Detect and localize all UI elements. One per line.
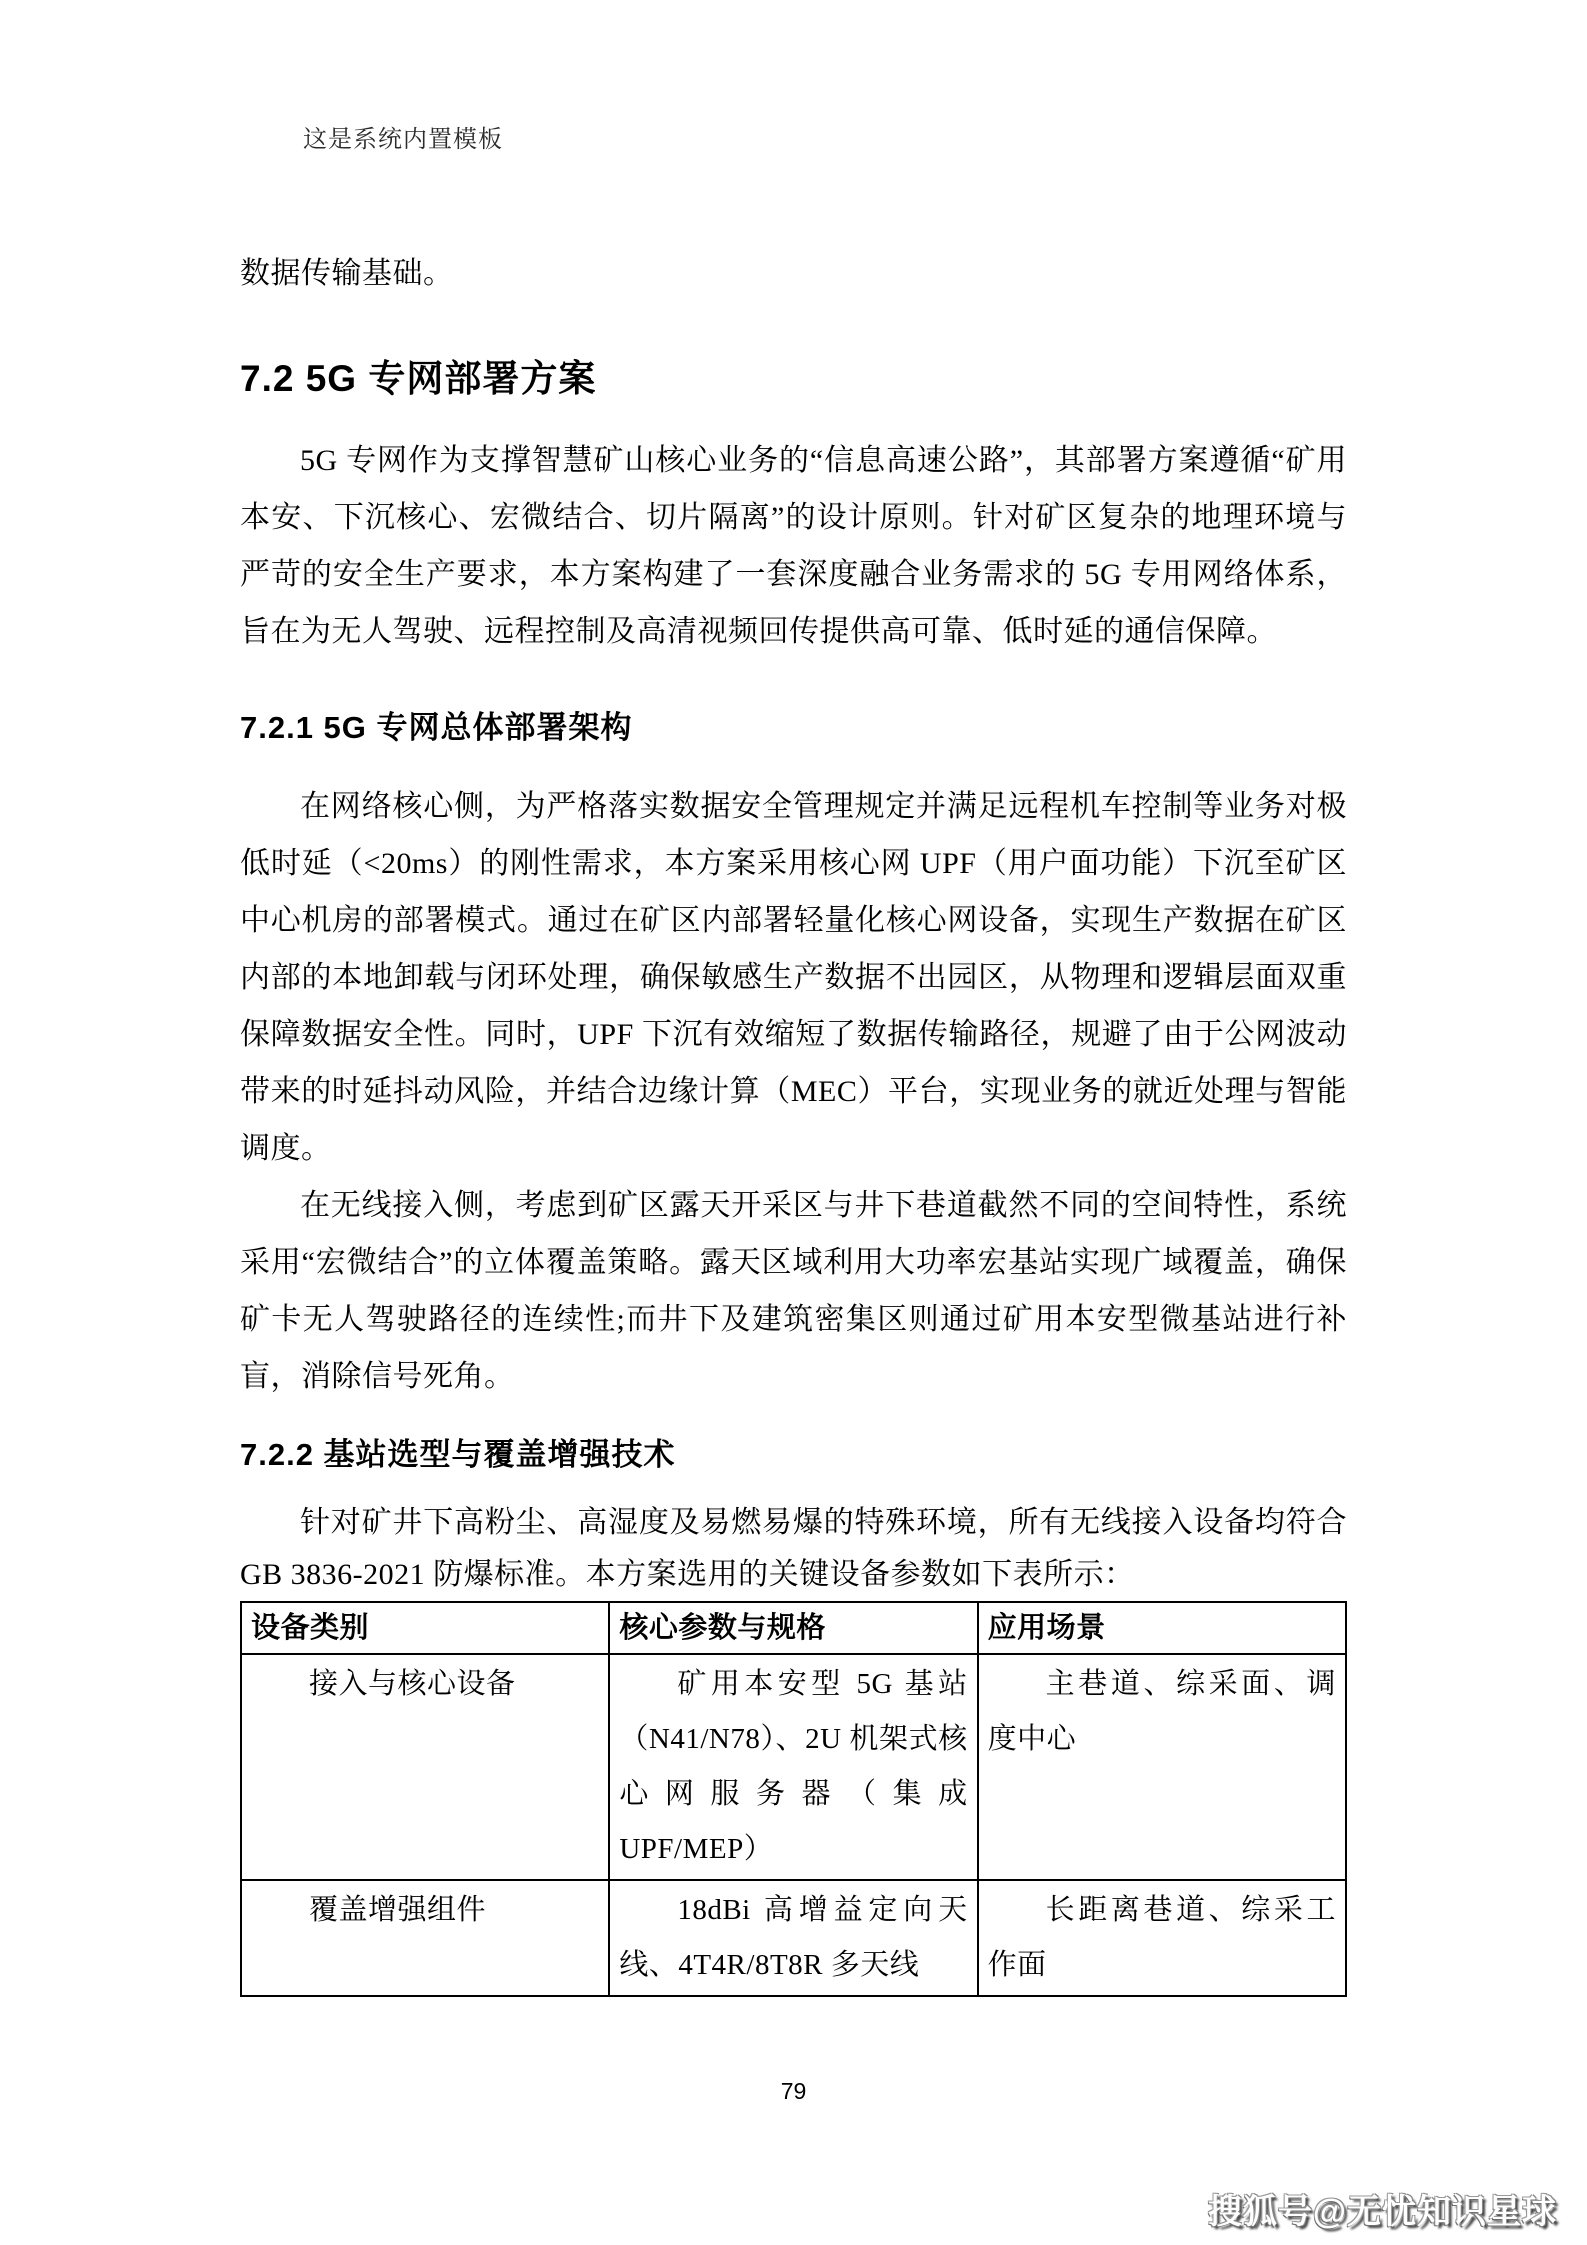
table-cell-category: 覆盖增强组件	[241, 1880, 609, 1996]
watermark-text: 搜狐号@无忧知识星球	[1207, 2193, 1557, 2231]
table-cell-scenario: 长距离巷道、综采工作面	[978, 1880, 1346, 1996]
section-7-2-1-paragraph-2: 在无线接入侧，考虑到矿区露天开采区与井下巷道截然不同的空间特性，系统采用“宏微结合”的立体覆盖策略。露天区域利用大功率宏基站实现广域覆盖，确保矿卡无人驾驶路径的连续性;而井下及建筑密集区则通过矿用本安型微基站进行补盲，消除信号死角。	[240, 1189, 1347, 1393]
table-header-core-parameters: 核心参数与规格	[609, 1602, 977, 1654]
section-title-7-2: 7.2 5G 专网部署方案	[240, 358, 597, 399]
page-number: 79	[780, 2078, 807, 2104]
table-header-application-scenario: 应用场景	[978, 1602, 1346, 1654]
section-7-2-1-paragraph-1: 在网络核心侧，为严格落实数据安全管理规定并满足远程机车控制等业务对极低时延（<20ms）的刚性需求，本方案采用核心网 UPF（用户面功能）下沉至矿区中心机房的部署模式。通过在矿区内部署轻量化核心网设备，实现生产数据在矿区内部的本地卸载与闭环处理，确保敏感生产数据不出园区，从物理和逻辑层面双重保障数据安全性。同时，UPF 下沉有效缩短了数据传输路径，规避了由于公网波动带来的时延抖动风险，并结合边缘计算（MEC）平台，实现业务的就近处理与智能调度。	[240, 790, 1347, 1165]
table-cell-scenario: 主巷道、综采面、调度中心	[978, 1654, 1346, 1880]
section-7-2-2-paragraph: 针对矿井下高粉尘、高湿度及易燃易爆的特殊环境，所有无线接入设备均符合 GB 3836-2021 防爆标准。本方案选用的关键设备参数如下表所示：	[240, 1506, 1347, 1591]
table-cell-category: 接入与核心设备	[241, 1654, 609, 1880]
table-cell-parameters: 18dBi 高增益定向天线、4T4R/8T8R 多天线	[609, 1880, 977, 1996]
table-header-row	[241, 1602, 1346, 1654]
document-body	[240, 245, 1347, 1997]
table-row	[241, 1880, 1346, 1996]
table-row	[241, 1654, 1346, 1880]
section-7-2-paragraph: 5G 专网作为支撑智慧矿山核心业务的“信息高速公路”，其部署方案遵循“矿用本安、下沉核心、宏微结合、切片隔离”的设计原则。针对矿区复杂的地理环境与严苛的安全生产要求，本方案构建了一套深度融合业务需求的 5G 专用网络体系，旨在为无人驾驶、远程控制及高清视频回传提供高可靠、低时延的通信保障。	[240, 444, 1347, 648]
section-title-7-2-1: 7.2.1 5G 专网总体部署架构	[240, 710, 633, 745]
document-header-text: 这是系统内置模板	[303, 127, 503, 153]
section-title-7-2-2: 7.2.2 基站选型与覆盖增强技术	[240, 1437, 676, 1472]
table-header-device-category: 设备类别	[241, 1602, 609, 1654]
device-parameters-table	[240, 1601, 1347, 1997]
table-cell-parameters: 矿用本安型 5G 基站（N41/N78）、2U 机架式核心网服务器（集成 UPF/MEP）	[609, 1654, 977, 1880]
intro-paragraph: 数据传输基础。	[240, 257, 454, 290]
